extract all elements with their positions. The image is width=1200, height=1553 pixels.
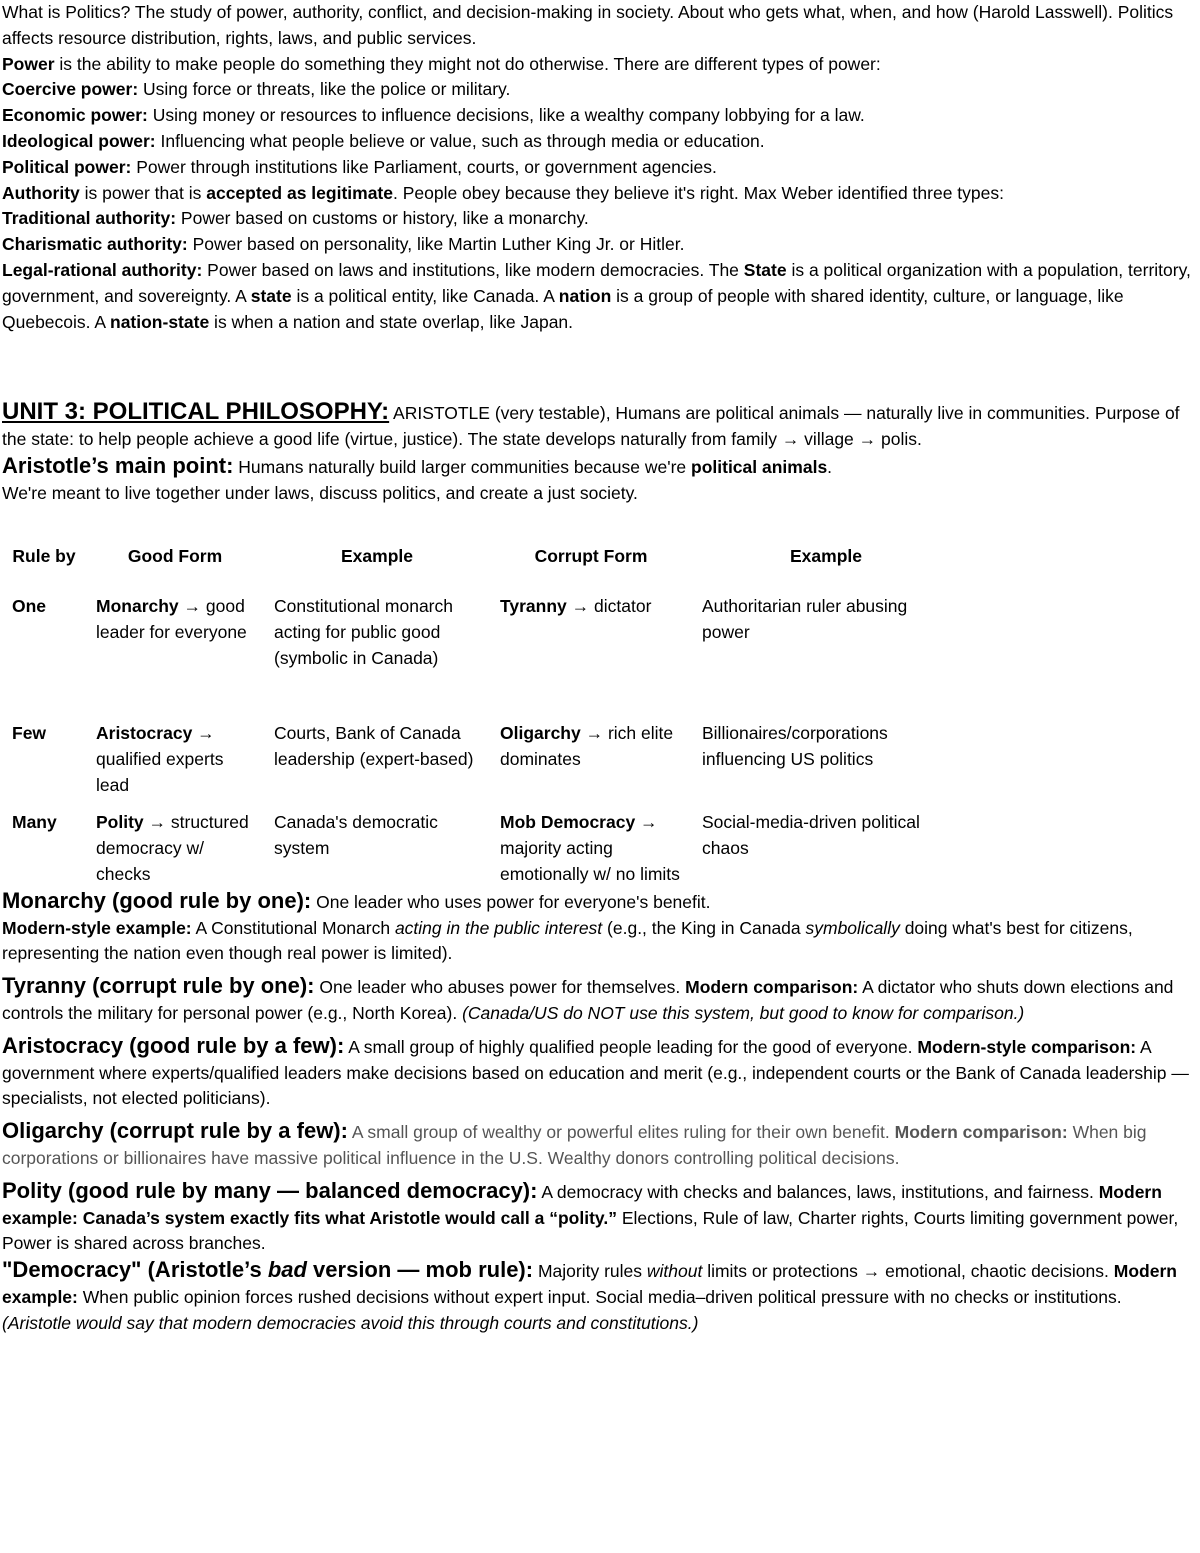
unit3-title-text: ARISTOTLE (very testable), Humans are political animals — naturally live in communities. Purpose of the state: to help people achieve a good life (virtue, justice). The state develops naturally from family → village → polis. [2,403,1180,450]
legal-text-4: is a group of people with shared identity, culture, or language, like Quebecois. A [2,285,1124,332]
democracy-text-1: Majority rules [533,1261,647,1282]
democracy-text-2: limits or protections → emotional, chaotic decisions. [702,1261,1114,1282]
tyranny-italic-note: (Canada/US do NOT use this system, but good to know for comparison.) [462,1002,1025,1023]
meant-to-live: We're meant to live together under laws, discuss politics, and create a just society. [2,482,638,503]
rule-by-cell: Few [12,723,47,744]
economic-power [2,103,1192,129]
good-form-cell [86,799,264,887]
authority-definition [2,181,1192,207]
table-header-row [2,533,960,584]
main-point-text: Humans naturally build larger communities because we're [233,456,692,477]
democracy-example-text: When public opinion forces rushed decisions without expert input. Social media–driven political pressure with no checks or institutions. [77,1286,1122,1307]
header-good-form: Good Form [127,545,223,566]
polity-paragraph [2,1178,1192,1257]
tyranny-heading: Tyranny (corrupt rule by one): [2,973,315,999]
forms-detail-section [2,888,1192,1337]
nation-term: nation [558,285,612,306]
main-point-end: . [827,456,833,477]
ideological-text: Influencing what people believe or value, such as through media or education. [155,130,765,151]
corrupt-form-name: Oligarchy [500,723,581,744]
corrupt-form-cell [490,583,692,710]
democracy-example-head: Modern example: [2,1261,1177,1307]
unit3-intro [2,399,1192,453]
monarchy-paragraph [2,888,1192,916]
economic-text: Using money or resources to influence decisions, like a wealthy company lobbying for a law. [147,105,865,126]
traditional-authority [2,206,1192,232]
politics-definition: What is Politics? The study of power, authority, conflict, and decision-making in society. About who gets what, when, and how (Harold Lasswell). Politics affects resource distribution, rights, laws, and public services. [2,2,1174,48]
power-definition [2,52,1192,78]
tyranny-paragraph [2,973,1192,1027]
polity-text: A democracy with checks and balances, laws, institutions, and fairness. [537,1181,1099,1202]
political-text: Power through institutions like Parliament, courts, or government agencies. [131,156,717,177]
democracy-text-italic: without [646,1261,703,1282]
political-power [2,155,1192,181]
main-point-bold: political animals [691,456,828,477]
unit3-title: UNIT 3: POLITICAL PHILOSOPHY: [2,398,390,426]
ideological-term: Ideological power: [2,130,156,151]
good-example-cell: Courts, Bank of Canada leadership (expert-based) [274,723,474,770]
traditional-term: Traditional authority: [2,208,177,229]
rule-by-cell: One [12,596,47,617]
rule-by-cell: Many [12,812,57,833]
charismatic-text: Power based on personality, like Martin Luther King Jr. or Hitler. [187,234,685,255]
legal-text-5: is when a nation and state overlap, like Japan. [209,311,574,332]
democracy-heading-italic: bad [267,1257,307,1283]
democracy-paragraph [2,1257,1192,1336]
aristocracy-comparison-text: A government where experts/qualified leaders make decisions based on education and merit (e.g., independent courts or the Bank of Canada leadership — specialists, not elected politicians). [2,1036,1189,1109]
document-body [2,0,1192,1336]
legal-term: Legal-rational authority: [2,259,203,280]
header-corrupt-form: Corrupt Form [534,545,648,566]
state-cap-term: State [743,259,787,280]
good-example-cell: Constitutional monarch acting for public good (symbolic in Canada) [274,596,453,668]
nation-state-term: nation-state [110,311,210,332]
coercive-text: Using force or threats, like the police or military. [138,79,511,100]
monarchy-example-italic-2: symbolically [805,917,900,938]
good-form-name: Aristocracy → [96,723,215,744]
tyranny-comparison-head: Modern comparison: [685,977,859,998]
aristocracy-paragraph [2,1033,1192,1112]
good-form-desc: good leader for everyone [96,596,247,643]
charismatic-term: Charismatic authority: [2,234,188,255]
unit3-section [2,399,1192,506]
monarchy-example-1: A Constitutional Monarch [191,917,395,938]
monarchy-text: One leader who uses power for everyone's benefit. [311,891,711,912]
corrupt-form-cell [490,710,692,799]
legal-rational-authority [2,258,1192,335]
table-row [2,583,960,710]
legal-text-1: Power based on laws and institutions, like modern democracies. The [202,259,744,280]
charismatic-authority [2,232,1192,258]
coercive-term: Coercive power: [2,79,139,100]
main-point [2,453,1192,481]
header-rule-by: Rule by [12,545,76,566]
oligarchy-paragraph [2,1118,1192,1172]
table-row [2,799,960,887]
coercive-power [2,77,1192,103]
table-row [2,710,960,799]
political-term: Political power: [2,156,132,177]
aristocracy-comparison-head: Modern-style comparison: [917,1036,1137,1057]
corrupt-form-name: Tyranny [500,596,567,617]
header-example-corrupt: Example [790,545,862,566]
democracy-heading [2,1257,533,1282]
good-form-cell [86,710,264,799]
power-term: Power [2,53,55,74]
corrupt-example-cell: Social-media-driven political chaos [702,812,920,859]
monarchy-example [2,916,1192,968]
legal-text-3: is a political entity, like Canada. A [291,285,559,306]
corrupt-form-desc: → dictator [566,596,652,617]
oligarchy-text: A small group of wealthy or powerful elites ruling for their own benefit. [347,1122,895,1143]
democracy-italic-note: (Aristotle would say that modern democracies avoid this through courts and constitutions.) [2,1312,699,1333]
monarchy-example-head: Modern-style example: [2,917,192,938]
aristocracy-text: A small group of highly qualified people leading for the good of everyone. [344,1036,918,1057]
corrupt-form-name: Mob Democracy → [500,812,658,833]
power-text: is the ability to make people do something they might not do otherwise. There are different types of power: [54,53,881,74]
corrupt-form-cell [490,799,692,887]
good-form-cell [86,583,264,710]
corrupt-example-cell: Billionaires/corporations influencing US politics [702,723,888,770]
authority-term: Authority [2,182,80,203]
good-form-desc: qualified experts lead [96,749,224,795]
corrupt-form-desc: majority acting emotionally w/ no limits [500,838,680,884]
state-term: state [250,285,292,306]
aristocracy-heading: Aristocracy (good rule by a few): [2,1032,345,1058]
authority-bold: accepted as legitimate [206,182,393,203]
monarchy-example-italic-1: acting in the public interest [394,917,603,938]
header-example-good: Example [341,545,413,566]
intro-section [2,0,1192,335]
tyranny-comparison-text: A dictator who shuts down elections and controls the military for personal power (e.g., North Korea). [2,977,1174,1023]
monarchy-heading: Monarchy (good rule by one): [2,887,312,913]
main-point-heading: Aristotle’s main point: [2,452,234,478]
good-example-cell: Canada's democratic system [274,812,438,859]
democracy-heading-1: "Democracy" (Aristotle’s [2,1257,268,1283]
oligarchy-heading: Oligarchy (corrupt rule by a few): [2,1118,348,1144]
good-form-desc: structured democracy w/ checks [96,812,249,884]
monarchy-example-2: (e.g., the King in Canada [602,917,806,938]
legal-text-2: is a political organization with a population, territory, government, and sovereignty. A [2,259,1191,306]
economic-term: Economic power: [2,105,148,126]
polity-heading: Polity (good rule by many — balanced democracy): [2,1177,538,1203]
polity-example-bold: Modern example: Canada’s system exactly fits what Aristotle would call a “polity.” [2,1181,1162,1228]
traditional-text: Power based on customs or history, like a monarchy. [176,208,589,229]
forms-of-government-table [2,533,960,888]
tyranny-text: One leader who abuses power for themselves. [314,977,686,998]
polity-example-text: Elections, Rule of law, Charter rights, Courts limiting government power, Power is shared across branches. [2,1207,1179,1254]
corrupt-form-desc: → rich elite dominates [500,723,674,770]
democracy-heading-2: version — mob rule): [306,1257,534,1283]
authority-end: . People obey because they believe it's right. Max Weber identified three types: [392,182,1004,203]
ideological-power [2,129,1192,155]
oligarchy-comparison-head: Modern comparison: [894,1122,1068,1143]
good-form-name: Polity → [96,812,167,833]
authority-mid: is power that is [79,182,207,203]
oligarchy-comparison-text: When big corporations or billionaires have massive political influence in the U.S. Wealthy donors controlling political decisions. [2,1122,1147,1168]
good-form-name: Monarchy → [96,596,202,617]
corrupt-example-cell: Authoritarian ruler abusing power [702,596,908,643]
monarchy-example-3: doing what's best for citizens, representing the nation even though real power is limited). [2,917,1133,964]
